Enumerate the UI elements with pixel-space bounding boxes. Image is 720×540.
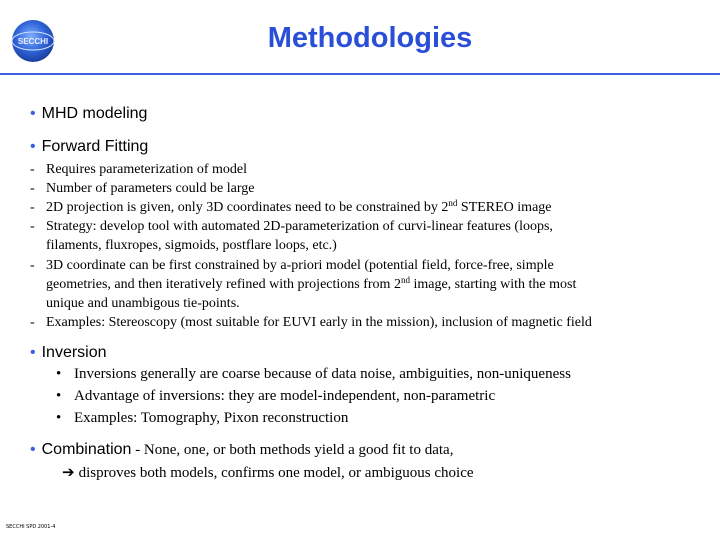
forward-item-6: - Examples: Stereoscopy (most suitable for EUVI early in the mission), inclusion of magnetic field	[30, 315, 592, 330]
bullet-forward	[30, 138, 148, 156]
forward-item-2: - Number of parameters could be large	[30, 181, 255, 196]
bullet-mhd-text: MHD modeling	[41, 105, 148, 122]
svg-text:SECCHI: SECCHI	[17, 37, 49, 46]
bullet-combination	[30, 441, 453, 459]
forward-item-5-cont: geometries, and then iteratively refined with projections from 2nd image, starting with the most	[46, 275, 577, 292]
bullet-dot-icon: •	[30, 105, 36, 122]
bullet-dot-icon: •	[30, 138, 36, 155]
bullet-forward-text: Forward Fitting	[41, 138, 149, 155]
bullet-dot-icon: •	[30, 344, 36, 361]
secchi-logo	[10, 18, 56, 64]
inversion-item: • Examples: Tomography, Pixon reconstruction	[56, 410, 349, 426]
slide-title: Methodologies	[267, 22, 473, 54]
footer-label: SECCHI SPD 2001-4	[6, 524, 56, 530]
bullet-mhd	[30, 105, 147, 123]
bullet-combination-head: Combination	[41, 441, 132, 458]
bullet-dot-icon: •	[30, 441, 36, 458]
forward-item-5-cont2: unique and unambigous tie-points.	[46, 296, 240, 311]
inversion-item: • Inversions generally are coarse because of data noise, ambiguities, non-uniqueness	[56, 366, 571, 382]
forward-item-3: - 2D projection is given, only 3D coordinates need to be constrained by 2nd STEREO image	[30, 198, 552, 215]
inversion-item: • Advantage of inversions: they are model-independent, non-parametric	[56, 388, 496, 404]
bullet-inversion	[30, 344, 107, 362]
forward-item-4: - Strategy: develop tool with automated 2D-parameterization of curvi-linear features (loops,	[30, 219, 553, 234]
arrow-right-icon: ➔	[62, 465, 75, 481]
bullet-combination-text: - None, one, or both methods yield a good fit to data,	[131, 442, 454, 458]
forward-item-4-cont: filaments, fluxropes, sigmoids, postflare loops, etc.)	[46, 238, 337, 253]
title-divider	[0, 73, 720, 75]
forward-item-5: - 3D coordinate can be first constrained by a-priori model (potential field, force-free, simple	[30, 258, 554, 273]
combination-cont: ➔ disproves both models, confirms one model, or ambiguous choice	[62, 465, 474, 481]
bullet-inversion-text: Inversion	[41, 344, 107, 361]
forward-item-1: - Requires parameterization of model	[30, 162, 247, 177]
